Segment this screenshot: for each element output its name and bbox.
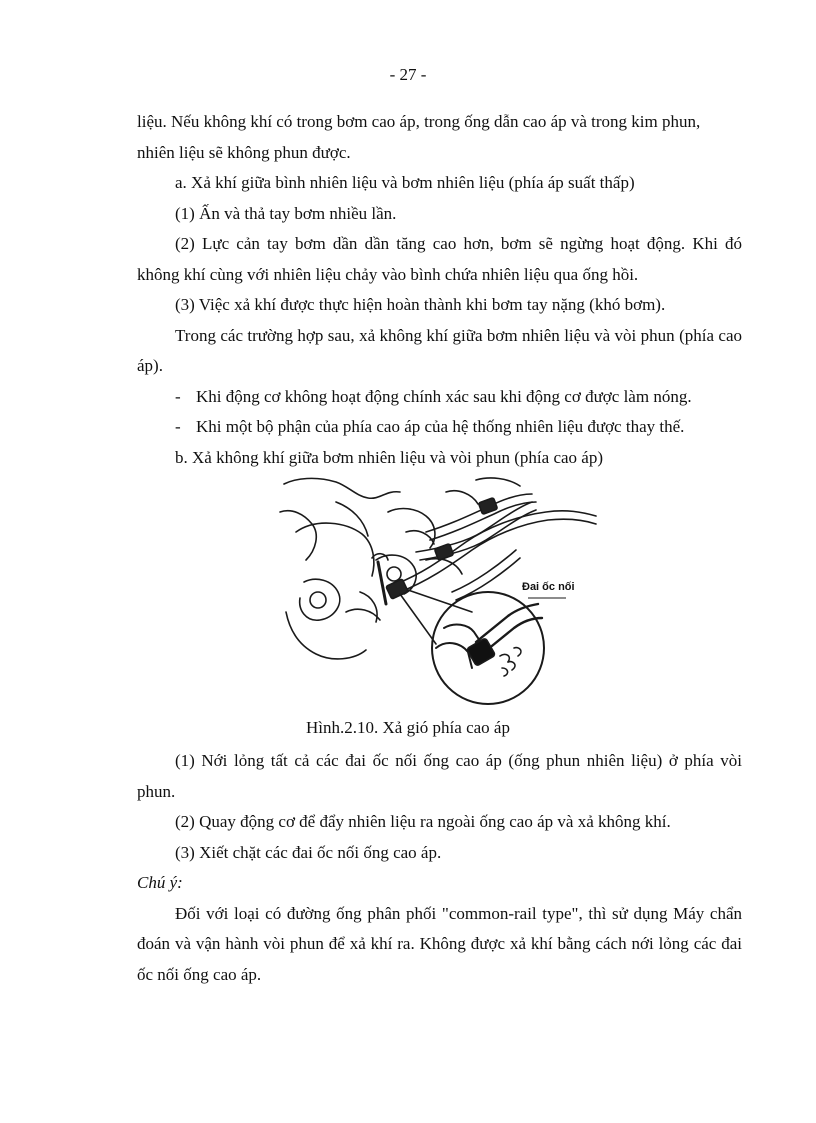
injector-bleeding-figure [276,472,600,716]
bullet-item-2 [137,412,742,443]
bullet-dash: - [175,386,181,406]
bullet-text-1: Khi động cơ không hoạt động chính xác sau khi động cơ được làm nóng. [196,386,692,406]
section-a-heading: a. Xả khí giữa bình nhiên liệu và bơm nhiên liệu (phía áp suất thấp) [175,173,635,192]
section-b-step-3: (3) Xiết chặt các đai ốc nối ống cao áp. [175,842,442,862]
fuel-pipe-1 [396,511,596,584]
bullet-dash: - [175,417,181,436]
intro-line-1: liệu. Nếu không khí có trong bơm cao áp, trong ống dẫn cao áp và trong kim phun, [137,112,701,131]
section-b-step-2: (2) Quay động cơ để đẩy nhiên liệu ra ngoài ống cao áp và xả không khí. [175,812,671,831]
engine-outline-left [280,511,316,560]
section-b-heading: b. Xả không khí giữa bơm nhiên liệu và vòi phun (phía cao áp) [175,447,603,467]
body-text-bottom [137,746,742,990]
nut-connector-label: Đai ốc nối [522,581,575,593]
engine-outline-top [284,478,400,498]
intro-line-2: nhiên liệu sẽ không phun được. [137,142,351,162]
figure-caption: Hình.2.10. Xả gió phía cao áp [306,718,510,737]
note-title: Chú ý: [137,873,183,892]
page-number: - 27 - [389,65,427,84]
section-b-step-1: (1) Nới lỏng tất cả các đai ốc nối ống cao áp (ống phun nhiên liệu) ở phía vòi phun. [137,751,742,801]
section-a-step-2: (2) Lực cản tay bơm dần dần tăng cao hơn, bơm sẽ ngừng hoạt động. Khi đó không khí cùng với nhiên liệu chảy vào bình chứa nhiên liệu qua ống hồi. [137,234,742,284]
body-text-top [137,107,742,473]
cases-intro: Trong các trường hợp sau, xả không khí giữa bơm nhiên liệu và vòi phun (phía cao áp). [137,325,742,375]
bullet-text-2: Khi một bộ phận của phía cao áp của hệ thống nhiên liệu được thay thế. [196,417,685,436]
bullet-item-1 [137,382,742,413]
section-a-step-1: (1) Ấn và thả tay bơm nhiều lần. [175,203,397,223]
note-text: Đối với loại có đường ống phân phối "common-rail type", thì sử dụng Máy chẩn đoán và vận hành vòi phun để xả khí ra. Không được xả khí bằng cách nới lỏng các đai ốc nối ống cao áp. [137,903,742,984]
section-a-step-3: (3) Việc xả khí được thực hiện hoàn thành khi bơm tay nặng (khó bơm). [175,295,666,314]
